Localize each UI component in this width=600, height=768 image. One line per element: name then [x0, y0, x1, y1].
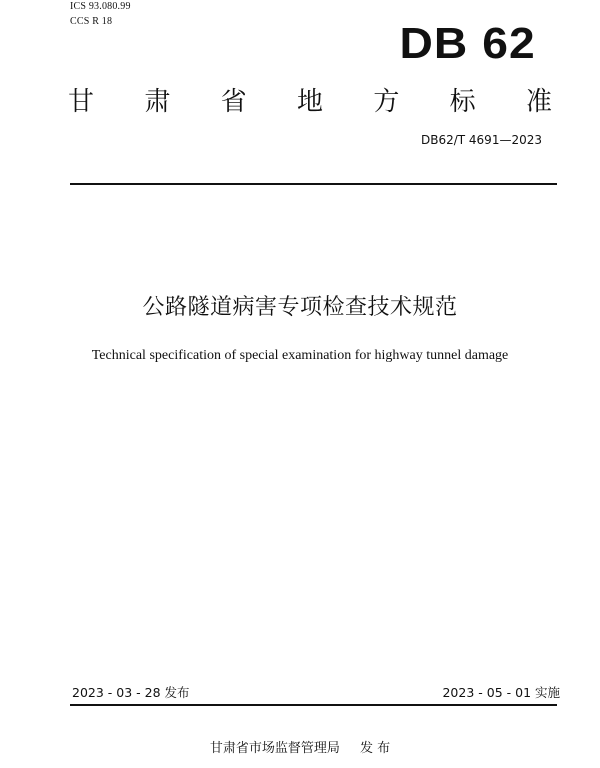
- ics-code: ICS 93.080.99: [70, 1, 131, 12]
- standard-type-char: 省: [220, 87, 247, 117]
- document-title-chinese: 公路隧道病害专项检查技术规范: [142, 295, 458, 320]
- standard-type-char: 地: [296, 87, 323, 117]
- standard-type-char: 甘: [68, 87, 95, 117]
- standard-type-char: 肃: [144, 87, 171, 117]
- standard-type-title: [68, 86, 552, 118]
- standard-type-char: 方: [373, 87, 400, 117]
- publisher-name: 甘肃省市场监督管理局: [209, 741, 340, 756]
- implementation-date: 2023 - 05 - 01 实施: [442, 685, 560, 700]
- issue-date: 2023 - 03 - 28 发布: [72, 685, 190, 700]
- publisher-line: [0, 740, 600, 758]
- footer-divider: [70, 704, 557, 706]
- header-divider: [70, 183, 557, 185]
- standard-type-char: 准: [525, 87, 552, 117]
- standard-type-char: 标: [449, 87, 476, 117]
- document-title-english: Technical specification of special examination for highway tunnel damage: [91, 348, 509, 363]
- standard-number: DB62/T 4691—2023: [420, 133, 542, 147]
- standard-logo: DB 62: [399, 19, 536, 68]
- ccs-code: CCS R 18: [70, 16, 113, 27]
- publish-action: 发 布: [359, 741, 391, 756]
